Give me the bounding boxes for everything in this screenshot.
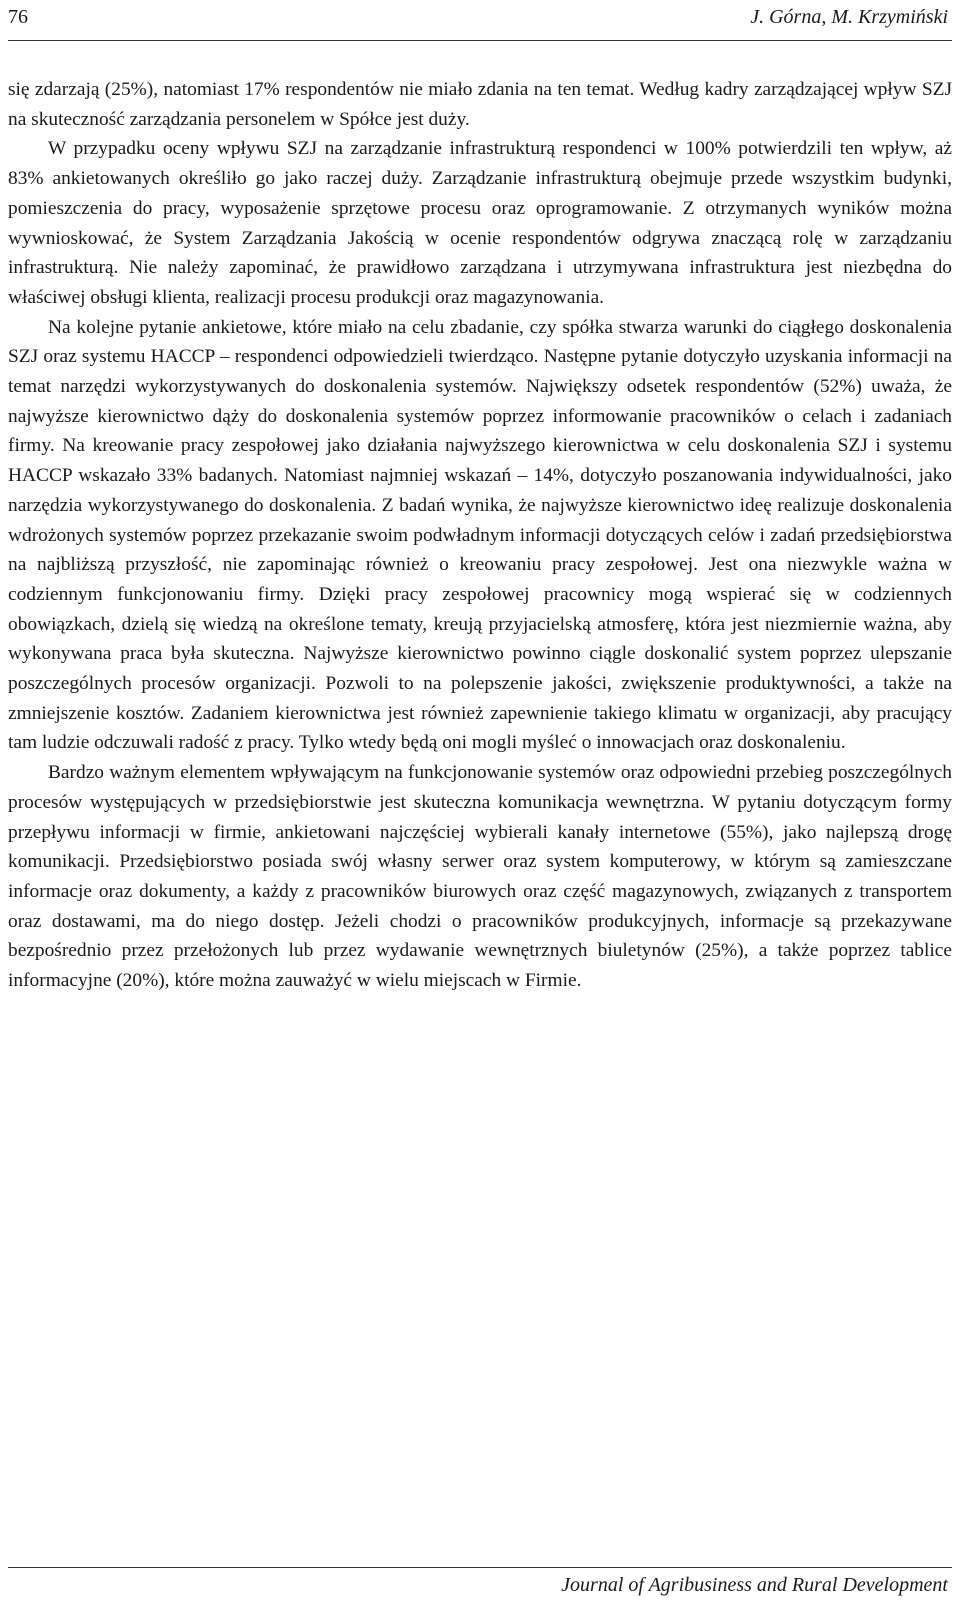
paragraph: Na kolejne pytanie ankietowe, które miało na celu zbadanie, czy spółka stwarza warunki do ciągłego doskonalenia SZJ oraz systemu HACCP – respondenci odpowiedzieli twierdząco. Następne pytanie dotyczyło uzyskania informacji na temat narzędzi wykorzystywanych do doskonalenia systemów. Największy odsetek respondentów (52%) uważa, że najwyższe kierownictwo dąży do doskonalenia systemów poprzez informowanie pracowników o celach i zadaniach firmy. Na kreowanie pracy zespołowej jako działania najwyższego kierownictwa w celu doskonalenia SZJ i systemu HACCP wskazało 33% badanych. Natomiast najmniej wskazań – 14%, dotyczyło poszanowania indywidualności, jako narzędzia wykorzystywanego do doskonalenia. Z badań wynika, że najwyższe kierownictwo ideę realizuje doskonalenia wdrożonych systemów poprzez przekazanie swoim podwładnym informacji dotyczących celów i zadań przedsiębiorstwa na najbliższą przyszłość, nie zapominając również o kreowaniu pracy zespołowej. Jest ona niezwykle ważna w codziennym funkcjonowaniu firmy. Dzięki pracy zespołowej pracownicy mogą wspierać się w codziennych obowiązkach, dzielą się wiedzą na określone tematy, kreują przyjacielską atmosferę, która jest niezmiernie ważna, aby wykonywana praca była skuteczna. Najwyższe kierownictwo powinno ciągle doskonalić system poprzez ulepszanie poszczególnych procesów organizacji. Pozwoli to na polepszenie jakości, zwiększenie produktywności, a także na zmniejszenie kosztów. Zadaniem kierownictwa jest również zapewnienie takiego klimatu w organizacji, aby pracujący tam ludzie odczuwali radość z pracy. Tylko wtedy będą oni mogli myśleć o innowacjach oraz doskonaleniu. — [8, 316, 952, 754]
page-number: 76 — [8, 6, 28, 28]
running-head-authors: J. Górna, M. Krzymiński — [750, 6, 948, 28]
paragraph: się zdarzają (25%), natomiast 17% respondentów nie miało zdania na ten temat. Według kadry zarządzającej wpływ SZJ na skuteczność zarządzania personelem w Spółce jest duży. — [8, 79, 952, 130]
paragraph: Bardzo ważnym elementem wpływającym na funkcjonowanie systemów oraz odpowiedni przebieg poszczególnych procesów występujących w przedsiębiorstwie jest skuteczna komunikacja wewnętrzna. W pytaniu dotyczącym formy przepływu informacji w firmie, ankietowani najczęściej wybierali kanały internetowe (55%), jako najlepszą drogę komunikacji. Przedsiębiorstwo posiada swój własny serwer oraz system komputerowy, w którym są zamieszczane informacje oraz dokumenty, a każdy z pracowników biurowych oraz część magazynowych, związanych z transportem oraz dostawami, ma do niego dostęp. Jeżeli chodzi o pracowników produkcyjnych, informacje są przekazywane bezpośrednio przez przełożonych lub przez wydawanie wewnętrznych biuletynów (25%), a także poprzez tablice informacyjne (20%), które można zauważyć w wielu miejscach w Firmie. — [8, 762, 952, 992]
body-text — [8, 75, 952, 996]
journal-name: Journal of Agribusiness and Rural Development — [561, 1574, 948, 1596]
paragraph: W przypadku oceny wpływu SZJ na zarządzanie infrastrukturą respondenci w 100% potwierdzili ten wpływ, aż 83% ankietowanych określiło go jako raczej duży. Zarządzanie infrastrukturą obejmuje przede wszystkim budynki, pomieszczenia do pracy, wyposażenie sprzętowe procesu oraz oprogramowanie. Z otrzymanych wyników można wywnioskować, że System Zarządzania Jakością w ocenie respondentów odgrywa znaczącą rolę w zarządzaniu infrastrukturą. Nie należy zapominać, że prawidłowo zarządzana i utrzymywana infrastruktura jest niezbędna do właściwej obsługi klienta, realizacji procesu produkcji oraz magazynowania. — [8, 138, 952, 308]
page-footer — [8, 1567, 952, 1596]
page-header — [8, 0, 952, 41]
